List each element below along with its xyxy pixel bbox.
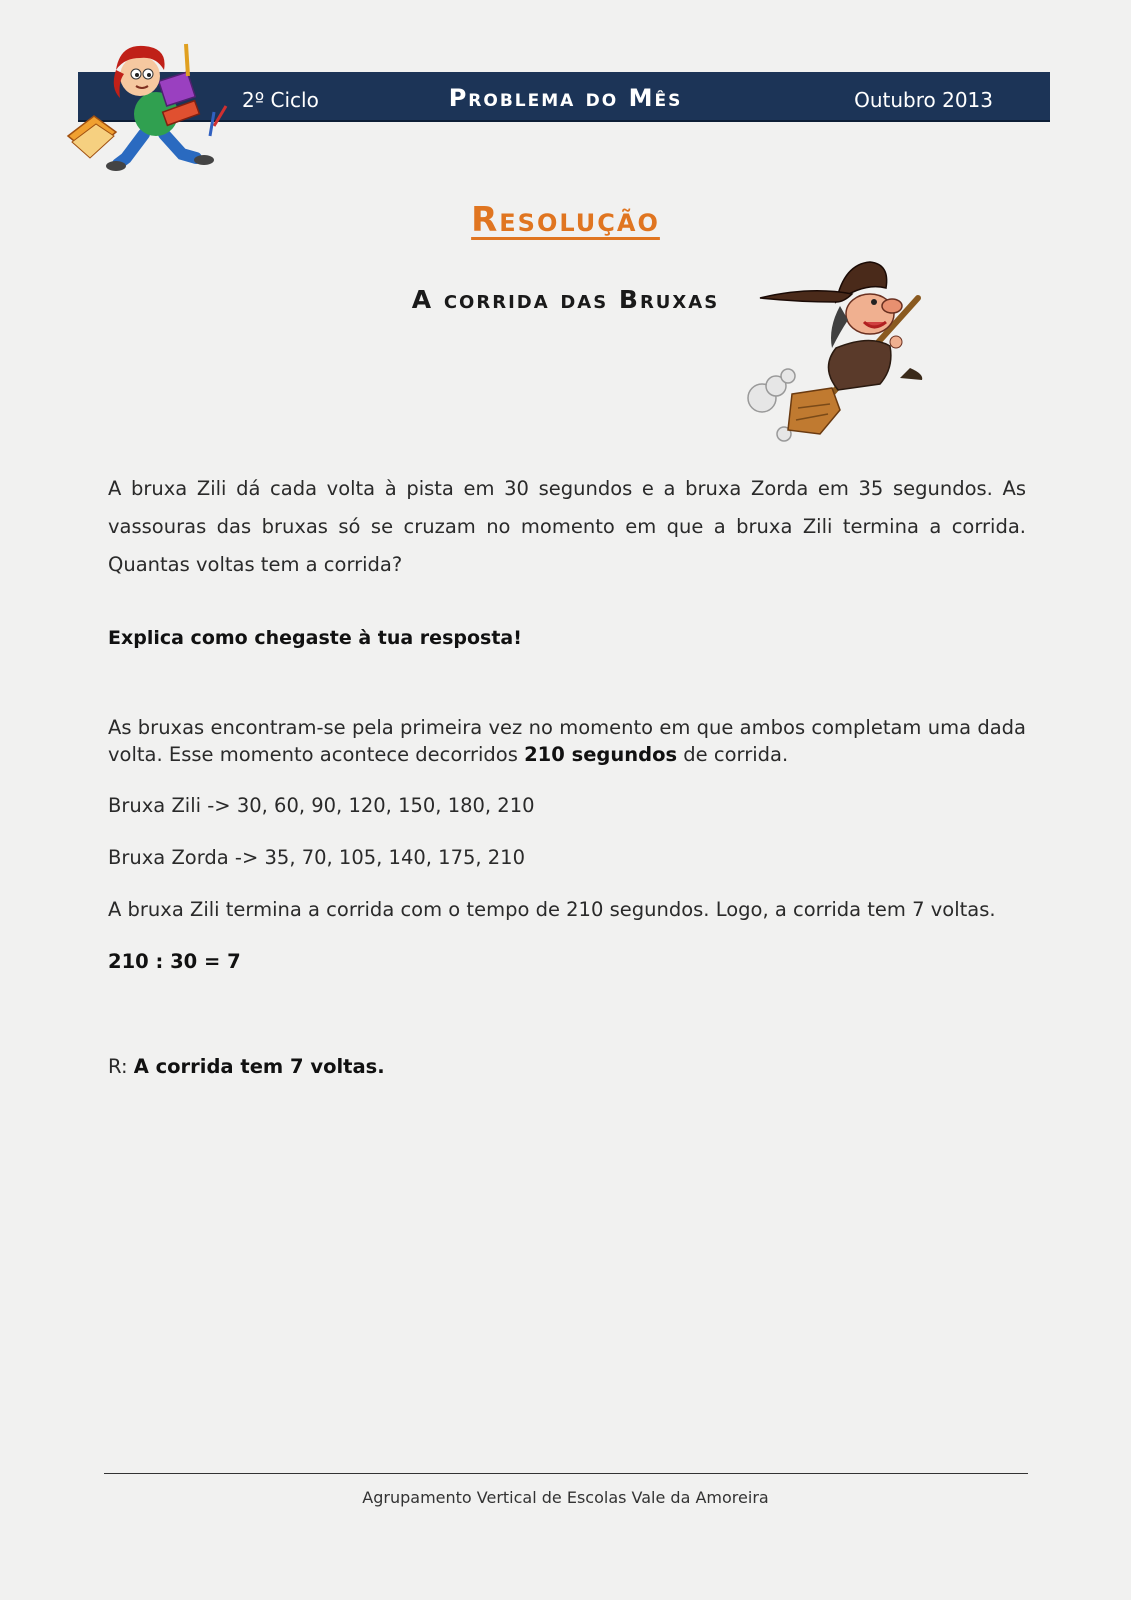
footer-text: Agrupamento Vertical de Escolas Vale da Amoreira <box>362 1488 769 1507</box>
header-title: Problema do Mês <box>448 84 683 112</box>
solution-paragraph-bold: 210 segundos <box>524 743 678 766</box>
student-mascot-illustration <box>64 36 234 176</box>
footer-divider <box>104 1473 1028 1474</box>
zili-sequence: Bruxa Zili -> 30, 60, 90, 120, 150, 180, 210 <box>108 794 535 817</box>
answer-text: A corrida tem 7 voltas. <box>133 1055 385 1078</box>
answer-prefix: R: <box>108 1055 134 1078</box>
problem-statement: A bruxa Zili dá cada volta à pista em 30 segundos e a bruxa Zorda em 35 segundos. As vassouras das bruxas só se cruzam no momento em que a bruxa Zili termina a corrida. Quantas voltas tem a corrida? <box>108 477 1026 576</box>
solution-paragraph-end: de corrida. <box>677 743 789 766</box>
answer-line <box>108 1055 1026 1078</box>
witch-on-broom-illustration <box>740 258 950 458</box>
zorda-sequence: Bruxa Zorda -> 35, 70, 105, 140, 175, 210 <box>108 846 525 869</box>
problem-subtitle: A corrida das Bruxas <box>411 285 720 314</box>
header-cycle: 2º Ciclo <box>242 88 319 112</box>
header-date: Outubro 2013 <box>854 88 993 112</box>
conclusion-text: A bruxa Zili termina a corrida com o tempo de 210 segundos. Logo, a corrida tem 7 voltas. <box>108 898 996 921</box>
solution-paragraph-start: As bruxas encontram-se pela primeira vez no momento em que ambos completam uma dada volta. Esse momento acontece decorridos <box>108 716 1026 766</box>
calculation: 210 : 30 = 7 <box>108 950 241 973</box>
explain-prompt: Explica como chegaste à tua resposta! <box>108 627 522 649</box>
solution-paragraph <box>108 714 1026 768</box>
resolution-title: Resolução <box>471 200 660 240</box>
